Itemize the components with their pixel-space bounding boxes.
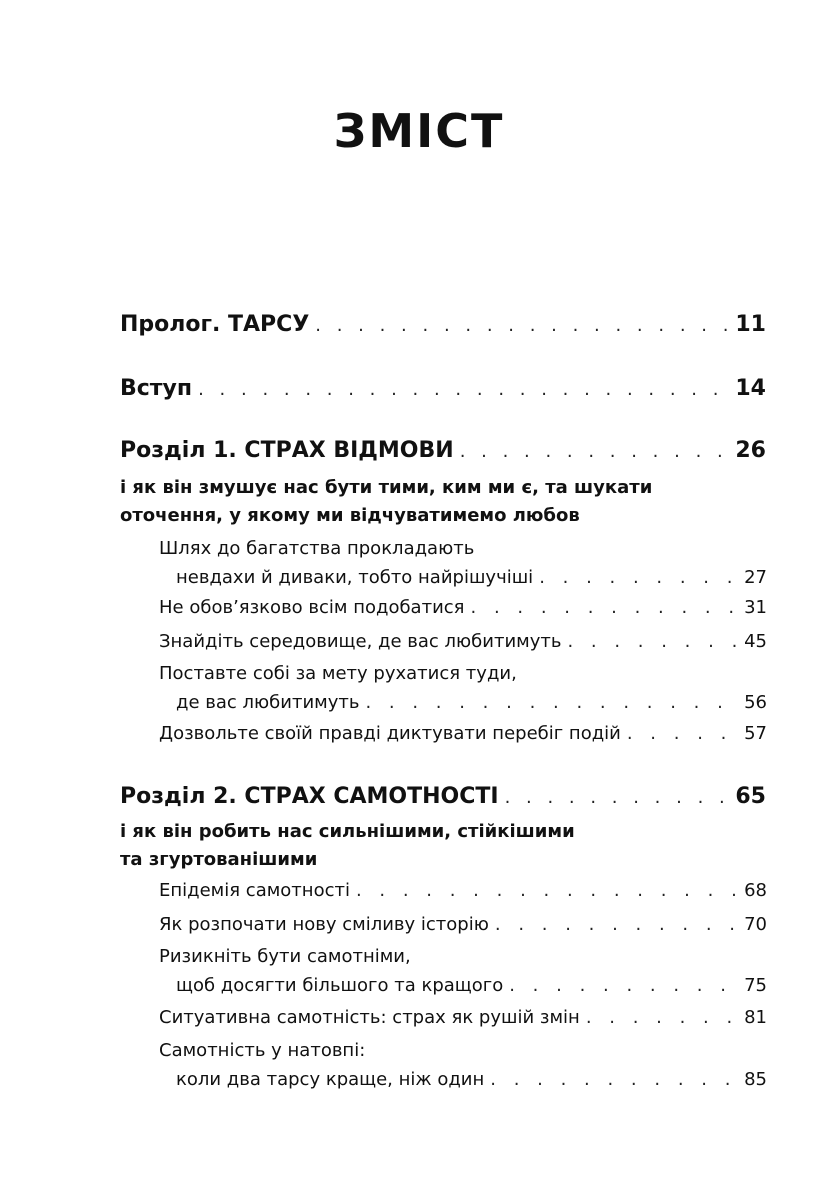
- toc-page-number: 11: [735, 312, 766, 337]
- section-label: Як розпочати нову сміливу історію: [159, 914, 489, 935]
- leader-dots: [490, 1065, 740, 1094]
- toc-section-1-2[interactable]: [159, 593, 767, 622]
- toc-page-number: 75: [744, 975, 767, 996]
- leader-dots: [627, 719, 740, 748]
- toc-page-number: 45: [744, 631, 767, 652]
- toc-entry-label: Вступ: [120, 376, 193, 401]
- leader-dots: [356, 876, 740, 905]
- toc-page-number: 31: [744, 597, 767, 618]
- leader-dots: [495, 910, 740, 939]
- section-label: Не обов’язково всім подобатися: [159, 597, 465, 618]
- toc-section-1-4[interactable]: [159, 659, 767, 717]
- toc-section-1-1[interactable]: [159, 534, 767, 592]
- section-label: Дозвольте своїй правді диктувати перебіг подій: [159, 723, 621, 744]
- section-label: Ситуативна самотність: страх як рушій змін: [159, 1007, 580, 1028]
- chapter-2-subtitle: [120, 818, 720, 874]
- toc-section-2-2[interactable]: [159, 910, 767, 939]
- leader-dots: [509, 971, 740, 1000]
- toc-chapter-1[interactable]: [120, 438, 766, 463]
- leader-dots: [505, 787, 732, 808]
- toc-section-2-5[interactable]: [159, 1036, 767, 1094]
- toc-entry-label: Пролог. ТАРСУ: [120, 312, 310, 337]
- leader-dots: [539, 563, 740, 592]
- subtitle-line: і як він робить нас сильнішими, стійкішими: [120, 821, 575, 842]
- subtitle-line: і як він змушує нас бути тими, ким ми є, та шукати: [120, 477, 653, 498]
- toc-section-1-5[interactable]: [159, 719, 767, 748]
- toc-page-number: 81: [744, 1007, 767, 1028]
- toc-entry-intro[interactable]: [120, 376, 766, 401]
- leader-dots: [567, 627, 740, 656]
- toc-section-2-1[interactable]: [159, 876, 767, 905]
- leader-dots: [315, 315, 731, 336]
- toc-page-number: 57: [744, 723, 767, 744]
- section-label-cont: щоб досягти більшого та кращого: [176, 975, 504, 996]
- toc-page-number: 65: [735, 784, 766, 809]
- chapter-label: Розділ 1. СТРАХ ВІДМОВИ: [120, 438, 454, 463]
- section-label: Поставте собі за мету рухатися туди,: [159, 663, 517, 684]
- leader-dots: [365, 688, 740, 717]
- toc-page-number: 70: [744, 914, 767, 935]
- section-label: Ризикніть бути самотніми,: [159, 946, 411, 967]
- toc-page-number: 27: [744, 567, 767, 588]
- section-label: Самотність у натовпі:: [159, 1040, 366, 1061]
- toc-chapter-2[interactable]: [120, 784, 766, 809]
- leader-dots: [198, 379, 731, 400]
- leader-dots: [460, 441, 732, 462]
- toc-section-1-3[interactable]: [159, 627, 767, 656]
- page-title: ЗМІСТ: [333, 104, 505, 158]
- chapter-1-subtitle: [120, 474, 720, 530]
- section-label-cont: де вас любитимуть: [176, 692, 360, 713]
- leader-dots: [471, 593, 741, 622]
- toc-page-number: 26: [735, 438, 766, 463]
- toc-section-2-3[interactable]: [159, 942, 767, 1000]
- leader-dots: [586, 1003, 740, 1032]
- toc-page-number: 68: [744, 880, 767, 901]
- toc-page-number: 14: [735, 376, 766, 401]
- section-label-cont: коли два тарсу краще, ніж один: [176, 1069, 485, 1090]
- section-label-cont: невдахи й диваки, тобто найрішучіші: [176, 567, 534, 588]
- toc-page-number: 85: [744, 1069, 767, 1090]
- section-label: Шлях до багатства прокладають: [159, 538, 475, 559]
- toc-section-2-4[interactable]: [159, 1003, 767, 1032]
- section-label: Знайдіть середовище, де вас любитимуть: [159, 631, 562, 652]
- section-label: Епідемія самотності: [159, 880, 350, 901]
- subtitle-line: оточення, у якому ми відчуватимемо любов: [120, 505, 580, 526]
- toc-page-number: 56: [744, 692, 767, 713]
- chapter-label: Розділ 2. СТРАХ САМОТНОСТІ: [120, 784, 499, 809]
- subtitle-line: та згуртованішими: [120, 849, 318, 870]
- toc-entry-prologue[interactable]: [120, 312, 766, 337]
